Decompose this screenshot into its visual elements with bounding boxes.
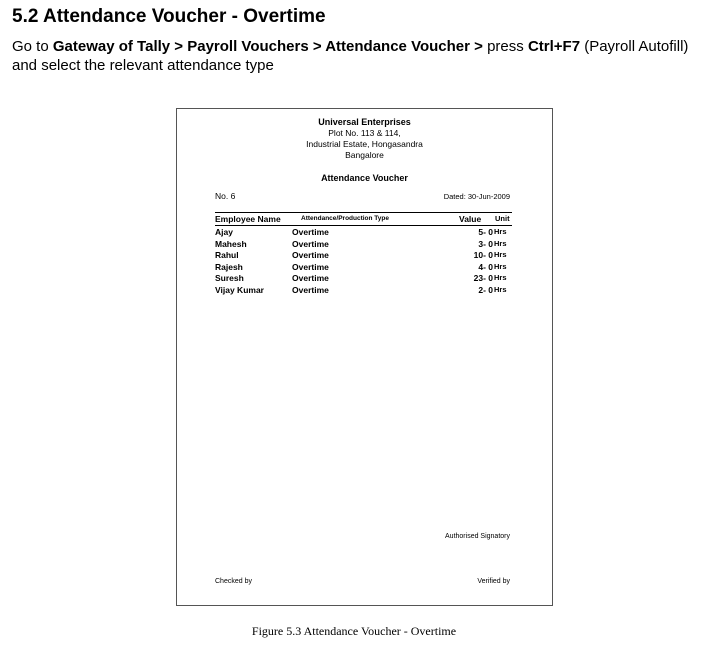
company-address-line2: Industrial Estate, Hongasandra xyxy=(306,139,423,149)
path-separator: > xyxy=(469,38,488,55)
shortcut-key: Ctrl+F7 xyxy=(527,38,581,55)
attendance-unit: Hrs xyxy=(494,227,507,236)
column-header-employee: Employee Name xyxy=(215,214,281,224)
company-name: Universal Enterprises xyxy=(318,117,411,127)
table-row xyxy=(215,273,512,285)
voucher-date: Dated: 30-Jun-2009 xyxy=(443,192,510,201)
attendance-unit: Hrs xyxy=(494,273,507,283)
menu-path-payroll-vouchers: Payroll Vouchers xyxy=(187,38,309,55)
attendance-value: 10- 0 xyxy=(473,250,493,261)
attendance-type: Overtime xyxy=(292,238,329,249)
attendance-value: 2- 0 xyxy=(478,284,493,295)
company-address-line3: Bangalore xyxy=(345,150,384,160)
table-row xyxy=(215,239,512,251)
column-header-unit: Unit xyxy=(495,214,510,223)
company-address-line1: Plot No. 113 & 114, xyxy=(328,128,401,138)
employee-name: Mahesh xyxy=(215,238,247,249)
instruction-prefix: Go to xyxy=(12,38,53,55)
instruction-text xyxy=(12,37,702,75)
employee-name: Ajay xyxy=(215,227,233,237)
instruction-press: press xyxy=(487,38,528,55)
attendance-unit: Hrs xyxy=(494,261,507,271)
header-top-rule xyxy=(215,212,512,213)
figure-caption: Figure 5.3 Attendance Voucher - Overtime xyxy=(251,624,457,638)
employee-name: Rahul xyxy=(215,250,239,261)
table-row xyxy=(215,262,512,274)
voucher-title: Attendance Voucher xyxy=(321,173,408,183)
attendance-rows xyxy=(215,227,512,297)
attendance-type: Overtime xyxy=(292,227,329,237)
attendance-unit: Hrs xyxy=(494,284,507,294)
attendance-type: Overtime xyxy=(292,250,329,261)
employee-name: Rajesh xyxy=(215,261,243,272)
path-separator: > xyxy=(308,38,326,55)
attendance-type: Overtime xyxy=(292,284,329,295)
column-header-type: Attendance/Production Type xyxy=(301,215,389,222)
header-bottom-rule xyxy=(215,225,512,226)
attendance-type: Overtime xyxy=(292,273,329,284)
employee-name: Vijay Kumar xyxy=(215,284,264,295)
attendance-value: 3- 0 xyxy=(478,238,493,249)
table-row xyxy=(215,285,512,297)
path-separator: > xyxy=(170,38,188,55)
authorised-signatory: Authorised Signatory xyxy=(445,533,510,540)
attendance-value: 4- 0 xyxy=(478,261,493,272)
attendance-value: 23- 0 xyxy=(473,273,493,284)
menu-path-gateway: Gateway of Tally xyxy=(52,38,171,55)
column-header-value: Value xyxy=(459,214,482,224)
attendance-unit: Hrs xyxy=(494,238,507,248)
instruction-suffix: (Payroll Autofill) and select the relevant attendance type xyxy=(12,38,689,74)
attendance-type: Overtime xyxy=(292,261,329,272)
employee-name: Suresh xyxy=(215,273,244,284)
menu-path-attendance-voucher: Attendance Voucher xyxy=(325,38,470,55)
voucher-document xyxy=(176,108,553,606)
table-row xyxy=(215,227,512,239)
attendance-value: 5- 0 xyxy=(478,227,493,237)
verified-by: Verified by xyxy=(477,578,510,585)
section-heading: 5.2 Attendance Voucher - Overtime xyxy=(12,6,326,27)
table-row xyxy=(215,250,512,262)
checked-by: Checked by xyxy=(215,578,252,585)
voucher-number: No. 6 xyxy=(215,191,236,201)
attendance-unit: Hrs xyxy=(494,250,507,260)
